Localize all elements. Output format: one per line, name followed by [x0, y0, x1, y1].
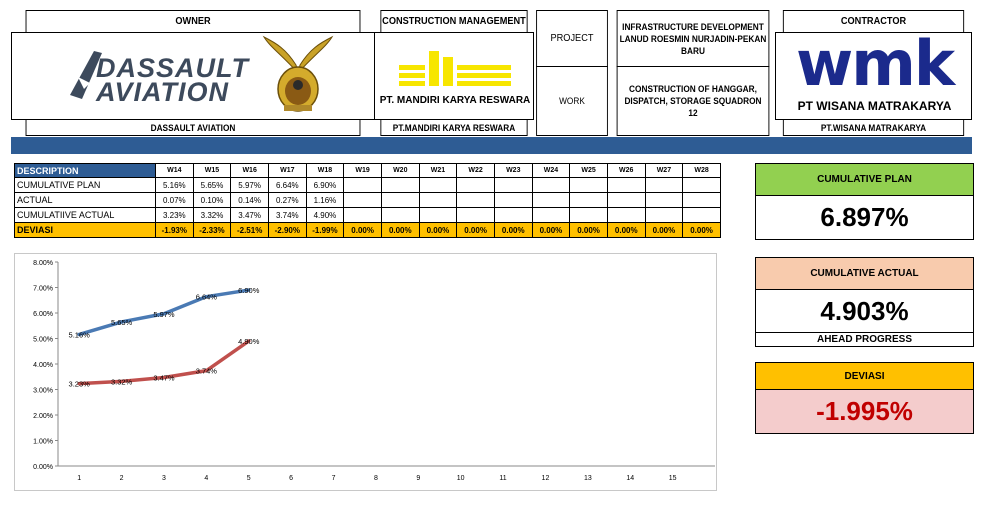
- table-cell: 0.14%: [230, 192, 269, 208]
- data-label: 6.90%: [238, 286, 260, 296]
- y-tick-label: 6.00%: [33, 311, 53, 318]
- contractor-name: PT.WISANA MATRAKARYA: [783, 119, 964, 136]
- table-header-week: W18: [306, 163, 345, 178]
- progress-status: AHEAD PROGRESS: [755, 332, 974, 347]
- dassault-logo-line2: AVIATION: [96, 77, 229, 107]
- table-cell: [645, 192, 684, 208]
- table-cell: [569, 177, 608, 193]
- table-cell: -1.99%: [306, 222, 345, 238]
- table-header-week: W17: [268, 163, 307, 178]
- data-label: 3.47%: [153, 373, 175, 383]
- table-cell: 0.10%: [193, 192, 232, 208]
- table-cell: [381, 192, 420, 208]
- table-cell: 0.00%: [419, 222, 458, 238]
- table-cell: 0.00%: [343, 222, 382, 238]
- table-cell: [343, 207, 382, 223]
- x-tick-label: 11: [499, 475, 507, 482]
- table-header-week: W28: [682, 163, 721, 178]
- table-cell: -2.33%: [193, 222, 232, 238]
- mkr-bars-icon: [399, 47, 511, 89]
- table-cell: -2.51%: [230, 222, 269, 238]
- cum-plan-value: 6.897%: [755, 195, 974, 240]
- x-tick-label: 3: [162, 475, 166, 482]
- x-tick-label: 2: [119, 475, 124, 482]
- table-cell: [682, 177, 721, 193]
- table-cell: 0.07%: [155, 192, 194, 208]
- chart-frame: [14, 253, 717, 491]
- data-label: 4.90%: [238, 337, 260, 347]
- table-cell: [569, 207, 608, 223]
- table-cell: [494, 177, 533, 193]
- table-cell: 0.00%: [532, 222, 571, 238]
- table-cell: 3.32%: [193, 207, 232, 223]
- wmk-logo-sub: PT WISANA MATRAKARYA: [797, 99, 952, 113]
- table-cell: 4.90%: [306, 207, 345, 223]
- table-header-week: W21: [419, 163, 458, 178]
- table-cell: 0.00%: [456, 222, 495, 238]
- table-header-week: W16: [230, 163, 269, 178]
- wmk-logo-text: wmk: [795, 27, 954, 100]
- table-cell: 1.16%: [306, 192, 345, 208]
- table-cell: [456, 177, 495, 193]
- table-header-week: W22: [456, 163, 495, 178]
- table-header-week: W23: [494, 163, 533, 178]
- project-value: INFRASTRUCTURE DEVELOPMENT LANUD ROESMIN NURJADIN-PEKAN BARU: [617, 10, 770, 67]
- data-label: 6.64%: [195, 292, 217, 302]
- x-tick-label: 9: [416, 475, 421, 482]
- table-cell: [607, 192, 646, 208]
- y-tick-label: 3.00%: [33, 387, 53, 395]
- table-header-description: DESCRIPTION: [14, 163, 156, 178]
- owner-logos: [11, 32, 375, 120]
- table-cell: [682, 192, 721, 208]
- table-cell: [532, 192, 571, 208]
- table-header-week: W25: [569, 163, 608, 178]
- table-header-week: W20: [381, 163, 420, 178]
- table-header-week: W19: [343, 163, 382, 178]
- cm-title: CONSTRUCTION MANAGEMENT: [380, 10, 527, 33]
- table-cell: [645, 207, 684, 223]
- table-cell: [419, 177, 458, 193]
- contractor-logo: [775, 27, 972, 120]
- table-cell: 3.47%: [230, 207, 269, 223]
- air-force-emblem-icon: [262, 35, 334, 119]
- table-header-week: W26: [607, 163, 646, 178]
- table-cell: [343, 177, 382, 193]
- y-tick-label: 4.00%: [33, 362, 53, 369]
- table-cell: [607, 207, 646, 223]
- work-label: WORK: [536, 66, 608, 136]
- y-tick-label: 7.00%: [33, 285, 53, 293]
- table-cell: 0.00%: [381, 222, 420, 238]
- table-cell: [532, 207, 571, 223]
- x-tick-label: 6: [289, 475, 294, 482]
- y-tick-label: 2.00%: [33, 413, 53, 420]
- table-cell: -1.93%: [155, 222, 194, 238]
- table-cell: 0.00%: [494, 222, 533, 238]
- table-cell: [532, 177, 571, 193]
- cum-plan-label: CUMULATIVE PLAN: [755, 163, 974, 196]
- table-row-label: ACTUAL: [14, 192, 156, 208]
- deviasi-value: -1.995%: [755, 389, 974, 434]
- table-header-week: W15: [193, 163, 232, 178]
- table-cell: [607, 177, 646, 193]
- x-tick-label: 13: [583, 475, 592, 482]
- progress-line-chart: [15, 254, 716, 490]
- table-cell: 3.23%: [155, 207, 194, 223]
- data-label: 5.16%: [68, 330, 90, 340]
- x-tick-label: 15: [668, 475, 677, 482]
- table-cell: 6.64%: [268, 177, 307, 193]
- data-label: 5.97%: [153, 309, 175, 319]
- owner-title: OWNER: [26, 10, 361, 33]
- header-block: [11, 10, 972, 136]
- y-tick-label: 1.00%: [33, 438, 53, 446]
- owner-name: DASSAULT AVIATION: [26, 119, 361, 136]
- table-cell: [381, 177, 420, 193]
- table-cell: 5.65%: [193, 177, 232, 193]
- deviasi-label: DEVIASI: [755, 362, 974, 390]
- table-cell: 6.90%: [306, 177, 345, 193]
- table-cell: [494, 207, 533, 223]
- table-cell: [456, 192, 495, 208]
- data-label: 3.23%: [68, 379, 90, 389]
- table-cell: [343, 192, 382, 208]
- data-label: 5.65%: [110, 317, 133, 327]
- x-tick-label: 1: [77, 475, 82, 482]
- work-value: CONSTRUCTION OF HANGGAR, DISPATCH, STORAGE SQUADRON 12: [617, 66, 770, 136]
- y-tick-label: 5.00%: [33, 336, 53, 344]
- table-cell: 0.00%: [645, 222, 684, 238]
- table-cell: [381, 207, 420, 223]
- table-header-week: W24: [532, 163, 571, 178]
- x-tick-label: 5: [246, 475, 251, 482]
- y-tick-label: 8.00%: [33, 260, 53, 267]
- progress-table: [14, 163, 720, 240]
- table-cell: [419, 192, 458, 208]
- contractor-title: CONTRACTOR: [783, 10, 964, 33]
- cm-logo: [374, 32, 534, 120]
- table-cell: [494, 192, 533, 208]
- table-cell: 0.00%: [569, 222, 608, 238]
- cum-actual-value: 4.903%: [755, 289, 974, 333]
- table-cell: [419, 207, 458, 223]
- project-label: PROJECT: [536, 10, 608, 67]
- data-label: 3.74%: [195, 366, 217, 376]
- table-cell: -2.90%: [268, 222, 307, 238]
- cm-name: PT.MANDIRI KARYA RESWARA: [380, 119, 527, 136]
- table-cell: 5.16%: [155, 177, 194, 193]
- x-tick-label: 4: [204, 475, 209, 482]
- dassault-logo-line1: DASSAULT: [96, 53, 249, 83]
- x-tick-label: 14: [626, 475, 635, 482]
- table-cell: [456, 207, 495, 223]
- x-tick-label: 8: [373, 475, 378, 482]
- table-cell: 3.74%: [268, 207, 307, 223]
- x-tick-label: 12: [541, 475, 550, 482]
- table-cell: [682, 207, 721, 223]
- data-label: 3.32%: [110, 377, 133, 387]
- x-tick-label: 10: [456, 475, 465, 482]
- table-cell: 0.27%: [268, 192, 307, 208]
- cum-actual-label: CUMULATIVE ACTUAL: [755, 257, 974, 290]
- x-tick-label: 7: [331, 475, 336, 482]
- header-band: [11, 137, 972, 154]
- table-header-week: W14: [155, 163, 194, 178]
- y-tick-label: 0.00%: [33, 464, 53, 471]
- table-cell: 0.00%: [682, 222, 721, 238]
- table-cell: [645, 177, 684, 193]
- cm-logo-text: PT. MANDIRI KARYA RESWARA: [379, 95, 531, 106]
- table-cell: 0.00%: [607, 222, 646, 238]
- table-row-label: CUMULATIIVE ACTUAL: [14, 207, 156, 223]
- dassault-logo: [68, 47, 248, 107]
- table-row-label: CUMULATIVE PLAN: [14, 177, 156, 193]
- table-header-week: W27: [645, 163, 684, 178]
- table-row-label: DEVIASI: [14, 222, 156, 238]
- table-cell: [569, 192, 608, 208]
- table-cell: 5.97%: [230, 177, 269, 193]
